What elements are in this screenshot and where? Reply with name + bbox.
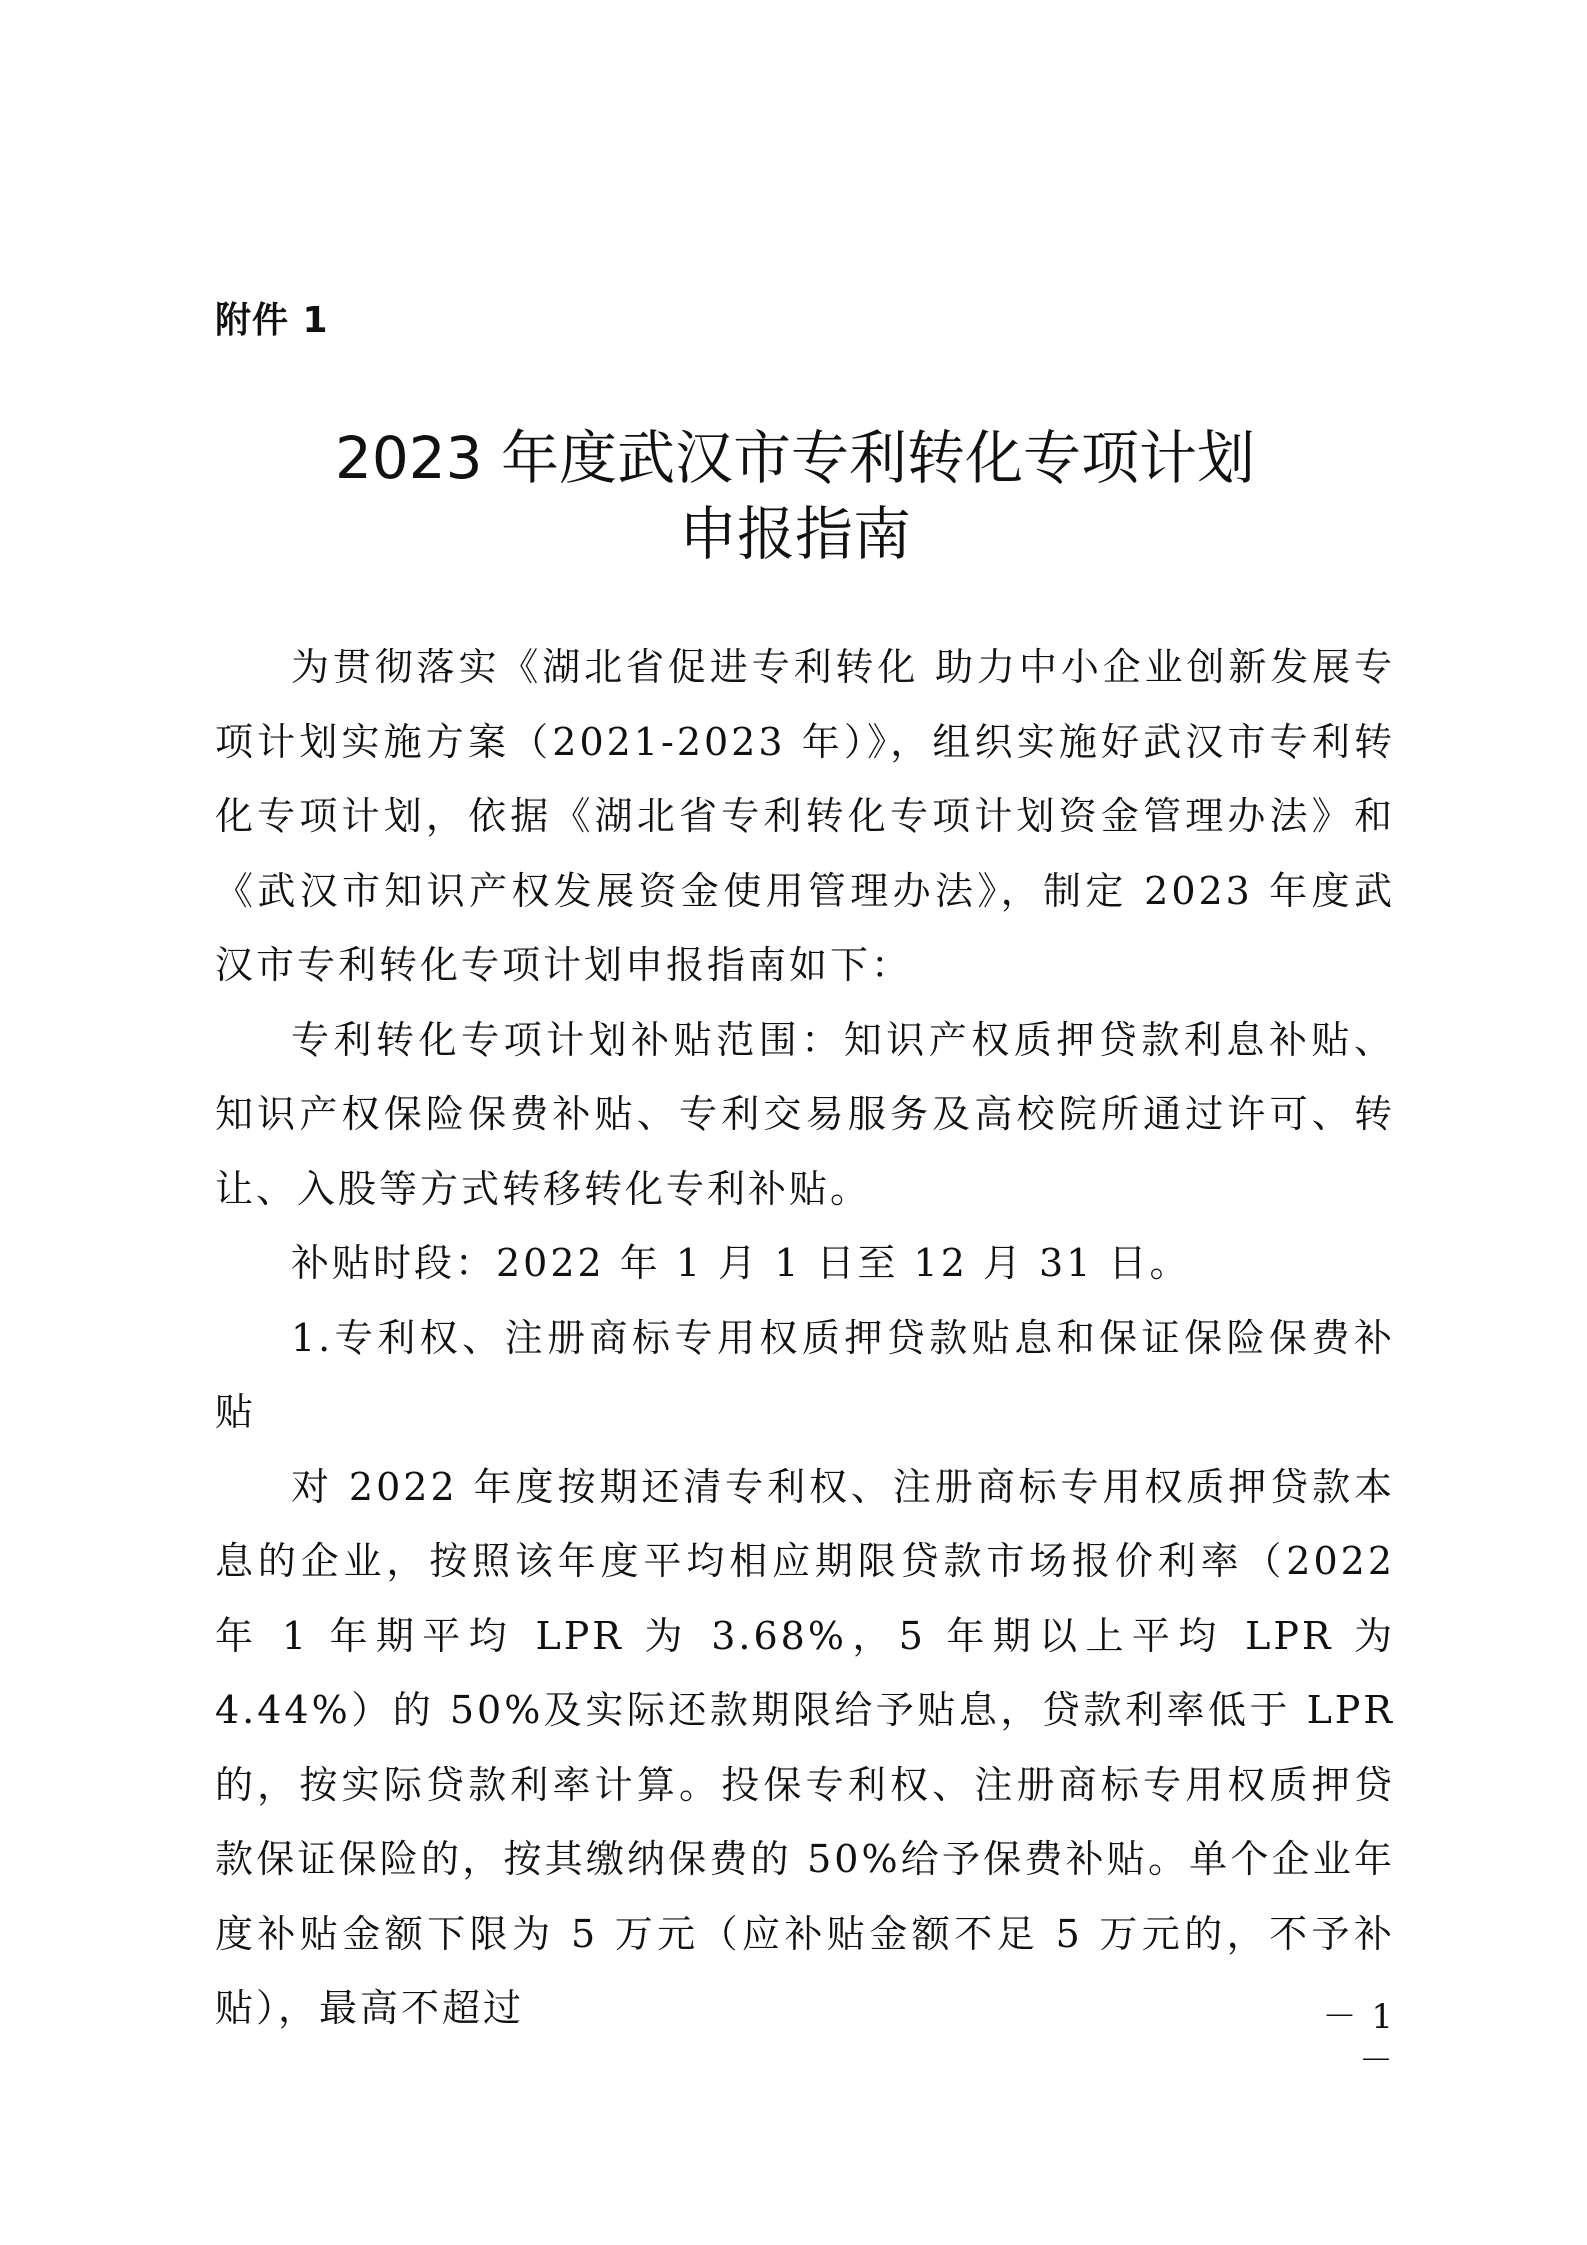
document-title-line-1: 2023 年度武汉市专利转化专项计划 [334,424,1256,492]
annex-label: 附件 1 [215,300,329,341]
paragraph-intro: 为贯彻落实《湖北省促进专利转化 助力中小企业创新发展专项计划实施方案（2021-2023 年）》，组织实施好武汉市专利转化专项计划，依据《湖北省专利转化专项计划资金管理办法》和《武汉市知识产权发展资金使用管理办法》，制定 2023 年度武汉市专利转化专项计划申报指南如下： [215,645,1395,987]
document-title-line-2: 申报指南 [678,500,911,568]
paragraph-subsidy-period: 补贴时段：2022 年 1 月 1 日至 12 月 31 日。 [291,1241,1191,1285]
document-body [215,630,1395,2046]
page-number: － 1 － [1322,1997,1395,2081]
section-heading-1: 1.专利权、注册商标专用权质押贷款贴息和保证保险保费补贴 [215,1315,1395,1434]
paragraph-subsidy-scope: 专利转化专项计划补贴范围：知识产权质押贷款利息补贴、知识产权保险保费补贴、专利交易服务及高校院所通过许可、转让、入股等方式转移转化专利补贴。 [215,1017,1395,1211]
paragraph-section-1-detail: 对 2022 年度按期还清专利权、注册商标专用权质押贷款本息的企业，按照该年度平均相应期限贷款市场报价利率（2022 年 1 年期平均 LPR 为 3.68%，5 年期以上平均 LPR 为 4.44%）的 50%及实际还款期限给予贴息，贷款利率低于 LPR 的，按实际贷款利率计算。投保专利权、注册商标专用权质押贷款保证保险的，按其缴纳保费的 50%给予保费补贴。单个企业年度补贴金额下限为 5 万元（应补贴金额不足 5 万元的，不予补贴），最高不超过 [215,1464,1395,2030]
